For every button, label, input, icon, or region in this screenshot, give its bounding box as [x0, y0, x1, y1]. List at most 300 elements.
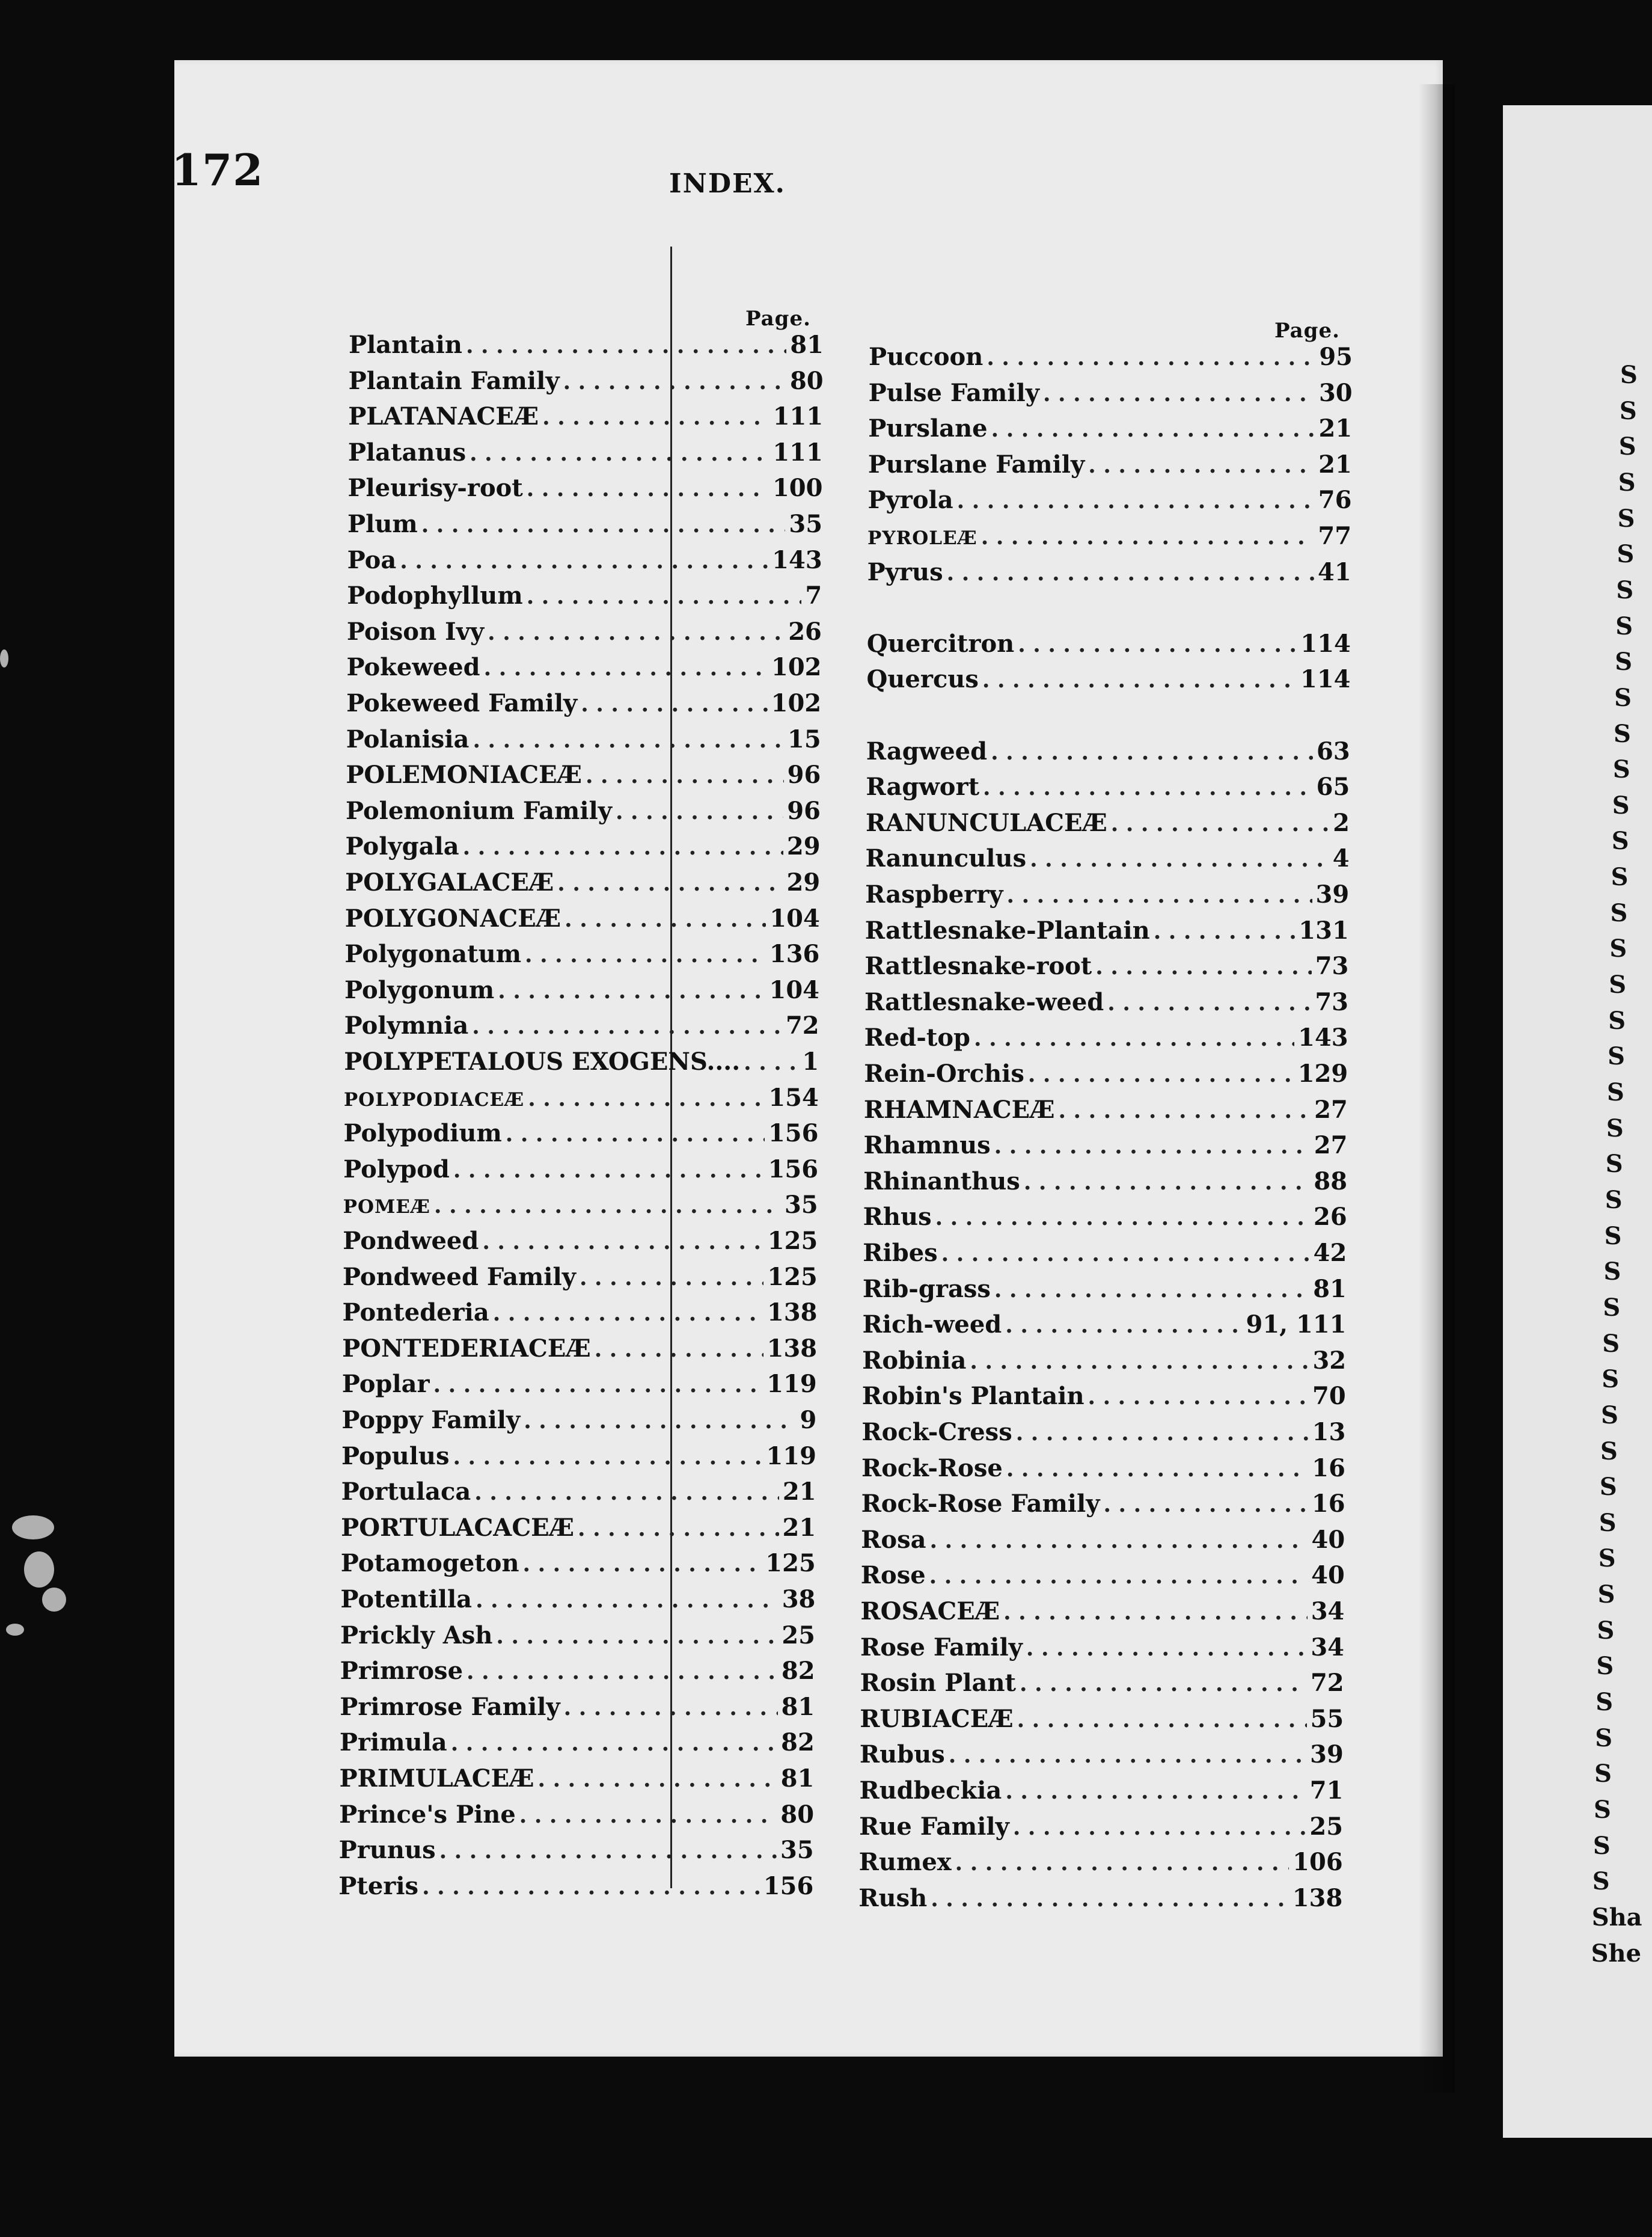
index-entry	[859, 1812, 1343, 1846]
index-entry	[343, 1227, 818, 1260]
index-entry	[347, 546, 822, 580]
dot-leader	[488, 620, 785, 645]
next-page-fragment: Sha	[1591, 1903, 1642, 1932]
dot-leader	[467, 1659, 778, 1684]
index-page-number: 32	[1312, 1346, 1347, 1375]
next-page-fragment: S	[1603, 1293, 1621, 1322]
index-entry	[864, 952, 1348, 986]
index-term: Primrose	[340, 1657, 463, 1686]
index-term: Prince's Pine	[339, 1800, 516, 1829]
index-page-number: 138	[1292, 1883, 1343, 1912]
index-term: Raspberry	[865, 880, 1003, 909]
dot-leader	[987, 345, 1315, 370]
index-page-number: 55	[1310, 1704, 1344, 1733]
index-page-number: 27	[1314, 1095, 1348, 1124]
index-page-number: 82	[781, 1728, 815, 1757]
dot-leader	[1007, 883, 1312, 908]
index-entry	[339, 1764, 814, 1798]
dot-leader	[580, 1265, 763, 1290]
dot-leader	[476, 1588, 779, 1613]
dot-leader	[981, 524, 1315, 550]
dot-leader	[473, 728, 784, 753]
dot-leader	[1018, 632, 1297, 657]
index-entry	[344, 976, 819, 1010]
index-entry	[344, 1048, 819, 1081]
index-term: ROSACEÆ	[860, 1597, 1000, 1625]
dot-leader	[525, 942, 766, 968]
dot-leader	[422, 1874, 760, 1900]
index-page-number: 40	[1311, 1561, 1345, 1590]
index-page-number: 9	[800, 1406, 817, 1434]
index-term: Pondweed Family	[342, 1262, 576, 1291]
index-term: Purslane Family	[867, 450, 1085, 479]
index-entry	[864, 1023, 1348, 1057]
index-term: POLYGALACEÆ	[345, 868, 554, 897]
dot-leader	[1024, 1170, 1311, 1195]
dot-leader	[1003, 1600, 1308, 1625]
next-page-fragment: S	[1597, 1580, 1615, 1609]
index-entry	[860, 1705, 1344, 1738]
next-page-fragment: S	[1594, 1796, 1611, 1824]
index-entry	[869, 379, 1353, 413]
index-entry	[347, 510, 822, 544]
index-page-number: 16	[1311, 1490, 1345, 1518]
next-page-fragment: S	[1596, 1652, 1614, 1681]
index-entry	[867, 558, 1351, 592]
index-page-number: 25	[1309, 1812, 1344, 1841]
next-page-fragment: S	[1617, 504, 1635, 533]
dot-leader	[421, 512, 786, 538]
index-page-number: 125	[767, 1262, 818, 1291]
next-page-fragment: S	[1592, 1831, 1611, 1860]
index-page-number: 65	[1316, 773, 1350, 802]
index-term: Ranunculus	[865, 844, 1027, 873]
dot-leader	[524, 1408, 796, 1434]
index-term: Quercus	[866, 665, 979, 694]
next-page-edge	[1503, 105, 1652, 2138]
dot-leader	[1107, 990, 1311, 1016]
next-page-fragment: S	[1616, 575, 1634, 604]
dot-leader	[519, 1803, 777, 1828]
index-term: Polymnia	[344, 1011, 469, 1040]
index-entry	[347, 618, 822, 651]
index-entry	[868, 414, 1352, 448]
index-entry	[344, 1011, 819, 1045]
index-term: RUBIACEÆ	[860, 1704, 1014, 1733]
index-page-number: 38	[782, 1585, 816, 1613]
index-term: Pokeweed	[346, 653, 480, 682]
index-term: Polypod	[343, 1155, 450, 1183]
index-entry	[864, 988, 1348, 1022]
dot-leader	[935, 1205, 1310, 1230]
index-page-number: 81	[780, 1764, 815, 1793]
index-entry	[861, 1418, 1345, 1452]
index-term: POLYGONACEÆ	[344, 904, 561, 933]
index-term: POLYPETALOUS EXOGENS....	[344, 1048, 741, 1076]
index-page-number: 2	[1333, 808, 1350, 837]
next-page-fragment: S	[1600, 1437, 1618, 1465]
next-page-fragment: S	[1615, 648, 1633, 677]
index-term: Poplar	[341, 1370, 430, 1399]
index-term: Pokeweed Family	[346, 689, 578, 717]
index-entry	[867, 522, 1351, 556]
index-page-number: 71	[1309, 1776, 1344, 1805]
dot-leader	[482, 1229, 763, 1254]
dot-leader	[616, 799, 783, 824]
next-page-fragment: S	[1604, 1221, 1622, 1250]
index-entry	[868, 450, 1352, 484]
index-term: Prunus	[338, 1836, 436, 1865]
index-entry	[346, 761, 821, 794]
dot-leader	[586, 763, 784, 788]
dot-leader	[744, 1050, 798, 1075]
index-entry	[346, 725, 821, 759]
dot-leader	[523, 1551, 762, 1577]
index-entry	[864, 1096, 1348, 1129]
index-term: Ragwort	[866, 773, 980, 802]
index-term: PORTULACACEÆ	[341, 1513, 575, 1542]
dot-leader	[1088, 1384, 1309, 1410]
index-term: Ribes	[863, 1239, 938, 1267]
next-page-fragment: S	[1608, 1006, 1626, 1035]
dot-leader	[527, 476, 769, 502]
index-entry	[339, 1836, 814, 1870]
index-entry	[340, 1693, 815, 1726]
index-page-number: 35	[785, 1191, 818, 1220]
index-term: Poison Ivy	[346, 617, 485, 646]
next-page-fragment: S	[1614, 719, 1631, 748]
index-page-number: 96	[787, 796, 821, 825]
index-term: Plum	[347, 510, 418, 538]
index-term: Polemonium Family	[345, 796, 612, 825]
dot-leader	[994, 1277, 1309, 1303]
next-page-fragment: S	[1606, 1114, 1624, 1143]
index-page-number: 34	[1311, 1597, 1345, 1625]
dot-leader	[931, 1886, 1289, 1912]
dot-leader	[496, 1624, 778, 1649]
index-page-number: 114	[1300, 629, 1351, 658]
index-term: Rue Family	[859, 1812, 1009, 1841]
dot-leader	[983, 775, 1313, 800]
dot-leader	[1017, 1707, 1307, 1732]
index-entry	[866, 844, 1350, 878]
index-entry	[863, 1203, 1347, 1236]
dot-leader	[434, 1193, 781, 1218]
index-page-number: 104	[769, 904, 820, 933]
index-entry	[341, 1442, 816, 1476]
next-page-fragment: S	[1612, 791, 1630, 820]
next-page-fragment: S	[1594, 1760, 1612, 1788]
dot-leader	[484, 655, 768, 681]
index-entry	[349, 331, 824, 364]
index-entry	[861, 1490, 1345, 1523]
index-page-number: 40	[1311, 1525, 1345, 1554]
dot-leader	[453, 1444, 762, 1470]
index-entry	[863, 1275, 1347, 1309]
index-term: Polygonatum	[344, 940, 522, 969]
index-page-number: 95	[1319, 343, 1353, 371]
dot-leader	[474, 1480, 779, 1505]
index-page-number: 4	[1332, 844, 1350, 873]
index-term: Rubus	[859, 1740, 945, 1769]
index-term: Purslane	[868, 414, 988, 443]
index-entry	[863, 1239, 1347, 1272]
running-head: INDEX.	[669, 168, 786, 199]
index-entry	[347, 474, 822, 508]
dot-leader	[564, 907, 766, 932]
index-entry	[866, 809, 1350, 842]
index-entry	[863, 1310, 1347, 1344]
dot-leader	[470, 441, 769, 466]
next-page-fragment: S	[1602, 1365, 1620, 1394]
index-page-number: 77	[1318, 522, 1352, 550]
dot-leader	[528, 1086, 765, 1111]
dot-leader	[1005, 1313, 1242, 1338]
index-entry	[861, 1561, 1345, 1595]
index-page-number: 156	[768, 1119, 819, 1148]
index-page-number: 73	[1315, 952, 1349, 981]
index-page-number: 13	[1312, 1418, 1346, 1446]
index-page-number: 72	[785, 1011, 819, 1040]
index-entry	[341, 1406, 816, 1440]
index-term: Rhus	[863, 1203, 932, 1232]
index-page-number: 125	[765, 1549, 816, 1578]
index-page-number: 63	[1317, 737, 1350, 766]
index-entry	[867, 630, 1351, 663]
gutter-shadow	[1419, 84, 1455, 2093]
dot-leader	[595, 1337, 763, 1362]
index-page-number: 154	[768, 1083, 819, 1112]
index-entry	[863, 1131, 1347, 1165]
index-page-number: 25	[782, 1621, 815, 1649]
index-entry	[347, 581, 822, 615]
dot-leader	[1013, 1815, 1306, 1840]
index-page-number: 96	[787, 761, 821, 790]
index-entry	[344, 940, 819, 974]
dot-leader	[982, 667, 1297, 693]
index-term: Pulse Family	[868, 378, 1039, 407]
index-term: Pontederia	[342, 1298, 489, 1327]
index-term: PLATANACEÆ	[348, 402, 539, 431]
index-page-number: 91, 111	[1246, 1310, 1347, 1339]
index-page-number: 106	[1293, 1848, 1343, 1877]
index-page-number: 119	[766, 1370, 817, 1399]
dot-leader	[1020, 1671, 1307, 1696]
index-entry	[346, 797, 821, 830]
index-entry	[342, 1370, 817, 1404]
index-entry	[867, 486, 1351, 520]
index-entry	[860, 1669, 1344, 1702]
index-term: Rib-grass	[862, 1274, 991, 1303]
index-term: POLYPODIACEÆ	[343, 1088, 525, 1111]
index-entry	[348, 402, 823, 436]
index-entry	[340, 1657, 815, 1690]
index-term: Ragweed	[866, 737, 988, 766]
dot-leader	[400, 548, 768, 574]
index-term: Red-top	[864, 1023, 970, 1052]
index-term: Quercitron	[866, 629, 1015, 658]
index-term: Polanisia	[346, 725, 470, 753]
index-term: Puccoon	[869, 343, 984, 371]
index-entry	[346, 832, 821, 866]
next-page-fragment: S	[1605, 1150, 1623, 1179]
index-page-number: 80	[780, 1800, 815, 1829]
index-page-number: 41	[1317, 557, 1351, 586]
dot-leader	[947, 560, 1314, 586]
dot-leader	[957, 488, 1315, 514]
index-term: POLEMONIACEÆ	[346, 761, 582, 790]
index-term: Robinia	[862, 1346, 967, 1375]
index-page-number: 80	[789, 366, 824, 395]
dot-leader	[930, 1528, 1308, 1553]
index-entry	[346, 689, 821, 723]
dot-leader	[538, 1767, 777, 1792]
dot-leader	[453, 1158, 765, 1183]
dot-leader	[1030, 847, 1329, 872]
dot-leader	[463, 835, 783, 860]
index-page-number: 26	[788, 617, 822, 646]
index-page-number: 138	[766, 1334, 818, 1363]
dot-leader	[557, 871, 783, 896]
next-page-fragment: S	[1598, 1508, 1617, 1537]
index-entry	[341, 1549, 816, 1583]
index-page-number: 21	[1318, 450, 1352, 479]
index-page-number: 34	[1311, 1633, 1344, 1662]
dot-leader	[1005, 1779, 1306, 1804]
index-page-number: 143	[1298, 1023, 1348, 1052]
next-page-fragment: S	[1595, 1688, 1614, 1717]
index-entry	[345, 868, 820, 902]
index-page-number: 39	[1310, 1740, 1344, 1769]
index-entry	[339, 1800, 814, 1834]
dot-leader	[1103, 1492, 1308, 1517]
dot-leader	[970, 1349, 1309, 1374]
index-term: Rock-Rose	[861, 1453, 1003, 1482]
index-term: Rich-weed	[862, 1310, 1002, 1339]
index-entry	[861, 1454, 1345, 1488]
dot-leader	[955, 1850, 1289, 1876]
next-page-fragment: S	[1603, 1257, 1621, 1286]
index-term: Rein-Orchis	[864, 1060, 1024, 1088]
dot-leader	[451, 1731, 777, 1756]
dot-leader	[1058, 1098, 1311, 1123]
index-entry	[341, 1478, 816, 1511]
index-entry	[343, 1119, 818, 1153]
next-page-fragment: S	[1615, 612, 1633, 640]
dot-leader	[433, 1372, 763, 1398]
index-page-number: 15	[788, 725, 821, 753]
dot-leader	[506, 1122, 765, 1147]
dot-leader	[941, 1241, 1310, 1266]
dot-leader	[974, 1026, 1294, 1051]
index-page-number: 42	[1313, 1239, 1347, 1267]
dot-leader	[1154, 919, 1296, 944]
dot-leader	[991, 417, 1315, 442]
index-entry	[864, 1060, 1348, 1093]
index-term: Pyrola	[867, 486, 953, 515]
index-page-number: 129	[1297, 1060, 1348, 1088]
dot-leader	[472, 1014, 782, 1039]
index-entry	[341, 1514, 816, 1547]
next-page-fragment: S	[1599, 1473, 1617, 1502]
index-entry	[860, 1740, 1344, 1774]
index-page-number: 114	[1300, 665, 1351, 694]
next-page-fragment: S	[1597, 1616, 1615, 1645]
next-page-fragment: S	[1595, 1723, 1613, 1752]
next-page-fragment: S	[1618, 432, 1636, 461]
index-page-number: 26	[1314, 1203, 1347, 1232]
dot-leader	[578, 1516, 779, 1541]
index-term: POMEÆ	[343, 1196, 430, 1218]
index-entry	[349, 367, 824, 400]
index-term: Poppy Family	[341, 1406, 521, 1434]
index-page-number: 29	[786, 832, 821, 861]
dot-leader	[493, 1301, 763, 1326]
index-page-number: 82	[781, 1657, 815, 1686]
index-term: Rose Family	[860, 1633, 1023, 1662]
index-entry	[343, 1155, 818, 1189]
index-term: Polygala	[345, 832, 459, 861]
index-page-number: 72	[1310, 1669, 1344, 1698]
index-entry	[865, 880, 1349, 914]
index-entry	[862, 1346, 1346, 1380]
index-entry	[348, 438, 823, 472]
next-page-fragment: S	[1611, 863, 1629, 892]
index-term: Platanus	[347, 438, 467, 467]
index-page-number: 100	[772, 474, 823, 503]
index-page-number: 102	[771, 689, 822, 717]
dot-leader	[581, 692, 767, 717]
index-entry	[859, 1776, 1343, 1810]
index-term: Rattlesnake-root	[864, 952, 1092, 981]
next-page-fragment: S	[1602, 1329, 1620, 1358]
index-term: Polygonum	[344, 975, 495, 1004]
dot-leader	[1111, 811, 1329, 836]
index-page-number: 16	[1312, 1453, 1345, 1482]
index-term: Plantain	[349, 331, 462, 359]
next-page-fragment: S	[1610, 898, 1628, 927]
index-term: Rhamnus	[863, 1131, 991, 1160]
index-page-number: 81	[790, 331, 824, 359]
index-term: Podophyllum	[347, 581, 523, 610]
index-page-number: 21	[782, 1478, 816, 1506]
index-term: Rudbeckia	[859, 1776, 1002, 1805]
index-term: Prickly Ash	[340, 1621, 493, 1649]
index-page-number: 131	[1299, 916, 1349, 945]
index-entry	[340, 1621, 815, 1655]
index-page-number: 102	[771, 653, 822, 682]
dot-leader	[1043, 381, 1315, 407]
index-term: Primula	[339, 1728, 447, 1757]
dot-leader	[542, 405, 769, 430]
index-term: Rosa	[861, 1525, 926, 1554]
index-page-number: 29	[786, 868, 821, 897]
next-page-fragment: S	[1607, 1078, 1624, 1106]
index-page-number: 35	[789, 510, 823, 538]
index-page-number: 138	[767, 1298, 818, 1327]
next-page-fragment: S	[1612, 755, 1630, 784]
index-entry	[869, 343, 1353, 376]
next-page-fragment: S	[1614, 683, 1632, 712]
index-entry	[861, 1526, 1345, 1559]
index-page-number: 70	[1312, 1382, 1346, 1411]
index-entry	[340, 1585, 815, 1619]
index-page-number: 39	[1315, 880, 1350, 909]
index-term: Rumex	[858, 1848, 952, 1877]
dot-leader	[1088, 453, 1315, 478]
index-entry	[340, 1728, 815, 1762]
index-page-number: 125	[767, 1227, 818, 1255]
